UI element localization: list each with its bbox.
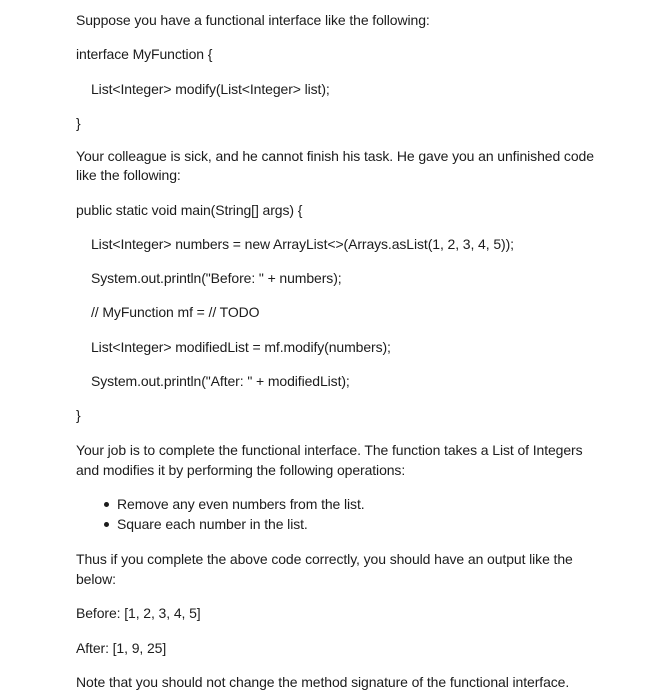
code-line-modified-list: List<Integer> modifiedList = mf.modify(numbers); <box>91 339 391 355</box>
note-text: Note that you should not change the method signature of the functional interface. <box>76 674 570 690</box>
code-line-todo: // MyFunction mf = // TODO <box>91 304 260 320</box>
bullet-icon <box>104 502 109 507</box>
colleague-text-line1: Your colleague is sick, and he cannot finish his task. He gave you an unfinished code <box>76 148 594 164</box>
code-line-print-before: System.out.println("Before: " + numbers); <box>91 270 342 286</box>
intro-text: Suppose you have a functional interface like the following: <box>76 12 430 28</box>
output-before: Before: [1, 2, 3, 4, 5] <box>76 605 201 621</box>
job-text-line1: Your job is to complete the functional interface. The function takes a List of Integers <box>76 442 583 458</box>
interface-close-brace: } <box>76 115 81 131</box>
colleague-text-line2: like the following: <box>76 167 181 183</box>
interface-declaration: interface MyFunction { <box>76 46 213 62</box>
output-after: After: [1, 9, 25] <box>76 640 167 656</box>
operation-item: Remove any even numbers from the list. <box>117 496 365 512</box>
interface-method: List<Integer> modify(List<Integer> list); <box>91 81 330 97</box>
code-line-numbers: List<Integer> numbers = new ArrayList<>(Arrays.asList(1, 2, 3, 4, 5)); <box>91 236 514 252</box>
job-text-line2: and modifies it by performing the following operations: <box>76 462 406 478</box>
operation-item: Square each number in the list. <box>117 516 308 532</box>
thus-text-line1: Thus if you complete the above code correctly, you should have an output like the <box>76 551 573 567</box>
thus-text-line2: below: <box>76 571 116 587</box>
bullet-icon <box>104 522 109 527</box>
main-method-declaration: public static void main(String[] args) { <box>76 202 303 218</box>
code-line-print-after: System.out.println("After: " + modifiedList); <box>91 373 350 389</box>
main-close-brace: } <box>76 407 81 423</box>
